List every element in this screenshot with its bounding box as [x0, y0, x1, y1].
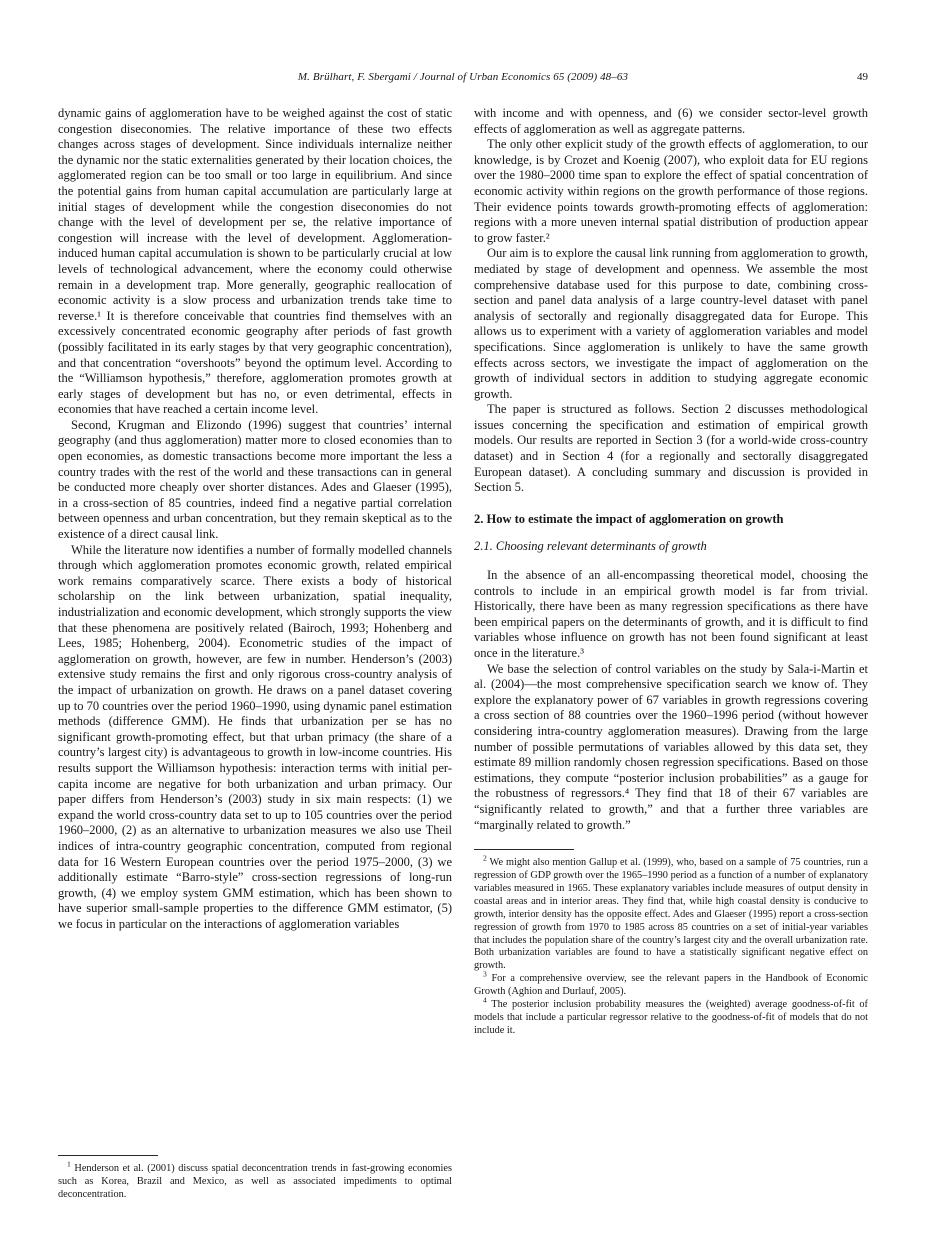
paragraph: The paper is structured as follows. Section 2 discusses methodological issues concerning the specification and estimation of empirical growth models. Our results are reported in Section 3 (for a world-wide cross-country dataset) and in Section 4 (for a regionally and sectorally disaggregated European dataset). A concluding summary and discussion is provided in Section 5. — [474, 402, 868, 495]
footnote-marker: 4 — [483, 995, 487, 1005]
paragraph: dynamic gains of agglomeration have to be weighed against the cost of static congestion diseconomies. The relative importance of these two effects changes across stages of development. Since individuals internalize neither the dynamic nor the static externalities generated by their location choices, the agglomerated region can be too small or too large in equilibrium. And since the potential gains from human capital accumulation are particularly large at initial stages of development while the congestion diseconomies do not change with the level of development per se, the relative importance of congestion will increase with the level of development. Agglomeration-induced human capital accumulation is shown to be particularly crucial at low levels of technological advancement, where the economy could otherwise remain in a development trap. More generally, geographic reallocation of economic activity is a slow process and urbanization trends take time to reverse.¹ It is therefore conceivable that countries find themselves with an excessively concentrated economic geography after periods of fast growth (possibly facilitated in its early stages by that very geographic concentration), and that concentration “overshoots” beyond the optimum level. According to the “Williamson hypothesis,” therefore, agglomeration promotes growth at early stages of development but has no, or even detrimental, effects in economies that have reached a certain income level. — [58, 106, 452, 417]
footnote — [474, 995, 868, 1038]
footnote-separator — [58, 1155, 158, 1156]
journal-citation: M. Brülhart, F. Sbergami / Journal of Urban Economics 65 (2009) 48–63 — [297, 71, 629, 83]
footnote — [474, 969, 868, 999]
footnote — [474, 853, 868, 973]
paragraph: The only other explicit study of the growth effects of agglomeration, to our knowledge, is by Crozet and Koenig (2007), who exploit data for EU regions over the 1980–2000 time span to explore the effect of spatial concentration of economic activity within regions on the growth performance of those regions. Their evidence points towards growth-promoting effects of agglomeration: regions with a more uneven internal spatial distribution of production appear to grow faster.² — [474, 137, 868, 245]
running-head — [58, 71, 868, 87]
paragraph: with income and with openness, and (6) we consider sector-level growth effects of agglomeration as well as aggregate patterns. — [474, 106, 868, 136]
paragraph: Second, Krugman and Elizondo (1996) suggest that countries’ internal geography (and thus agglomeration) matter more to closed economies than to open economies, as domestic transactions become more important the less a country trades with the rest of the world and these transactions can in general be conducted more cheaply over shorter distances. Ades and Glaeser (1995), in a cross-section of 85 countries, indeed find a negative partial correlation between openness and urban concentration, but they remain skeptical as to the existence of a direct causal link. — [58, 417, 452, 542]
subsection-heading: 2.1. Choosing relevant determinants of growth — [474, 539, 707, 554]
footnotes — [58, 1155, 452, 1202]
footnote-marker: 1 — [67, 1159, 71, 1169]
footnote-marker: 2 — [483, 853, 487, 863]
paragraph: Our aim is to explore the causal link running from agglomeration to growth, mediated by stage of development and openness. We assemble the most comprehensive database used for this purpose to date, combining cross-section and panel data analysis of a large country-level dataset with panel analysis of sectorally and regionally disaggregated data for Europe. This allows us to experiment with a variety of agglomeration variables and model specifications. Since agglomeration is unlikely to have the same growth effects across sectors, we investigate the impact of agglomeration on the growth of individual sectors in addition to studying aggregate economic growth. — [474, 246, 868, 401]
footnote-text: Henderson et al. (2001) discuss spatial deconcentration trends in fast-growing economies such as Korea, Brazil and Mexico, as well as associated impediments to optimal deconcentration. — [58, 1163, 452, 1201]
section-heading: 2. How to estimate the impact of agglomeration on growth — [474, 511, 784, 526]
right-column — [474, 106, 868, 1208]
paragraph: We base the selection of control variables on the study by Sala-i-Martin et al. (2004)—the most comprehensive specification search we know of. They explore the explanatory power of 67 variables in growth regressions covering a cross section of 88 countries over the 1960–1996 period (without however considering intra-country agglomeration measures). Drawing from the large number of possible permutations of variables allowed by this data set, they estimate 89 million randomly chosen regression specifications. Based on those estimations, they compute “posterior inclusion probabilities” as a gauge for the robustness of regressors.⁴ They find that 18 of their 67 variables are “significantly related to growth,” and that a further three variables are “marginally related to growth.” — [474, 661, 868, 832]
left-column — [58, 106, 452, 1208]
footnotes — [474, 849, 868, 1038]
footnote-text: For a comprehensive overview, see the relevant papers in the Handbook of Economic Growth (Aghion and Durlauf, 2005). — [474, 973, 868, 998]
page-number: 49 — [857, 71, 868, 83]
footnote-marker: 3 — [483, 969, 487, 979]
footnote — [58, 1159, 452, 1202]
footnote-text: The posterior inclusion probability measures the (weighted) average goodness-of-fit of models that include a particular regressor relative to the goodness-of-fit of models that do not include it. — [474, 999, 868, 1036]
footnote-separator — [474, 849, 574, 850]
paragraph: In the absence of an all-encompassing theoretical model, choosing the controls to include in an empirical growth model is far from trivial. Historically, there have been as many regression specifications as there have been empirical papers on the determinants of growth, and it is difficult to find variables whose influence on growth has not been found significant at least once in the literature.³ — [474, 568, 868, 660]
footnote-text: We might also mention Gallup et al. (1999), who, based on a sample of 75 countries, run a regression of GDP growth over the 1965–1990 period as a function of a number of explanatory variables measured in 1965. These explanatory variables include measures of output density in coastal areas and in interior areas. They find that, while high coastal density is conducive to growth, interior density has the opposite effect. Ades and Glaeser (1995) report a cross-section regression of growth from 1970 to 1985 across 85 countries on a set of initial-year variables that includes the population share of the country’s largest city and the overall urbanization rate. Both urbanization variables are found to have a statistically significant negative effect on growth. — [474, 857, 868, 972]
paragraph: While the literature now identifies a number of formally modelled channels through which agglomeration promotes economic growth, related empirical work remains comparatively scarce. There exists a body of historical scholarship on the link between urbanization, spatial inequality, industrialization and economic development, which strongly supports the view that these phenomena are positively related (Bairoch, 1993; Hohenberg and Lees, 1985; Hohenberg, 2004). Econometric studies of the impact of agglomeration on growth, however, are few in number. Henderson’s (2003) extensive study remains the first and only rigorous cross-country analysis of the impact of urbanization on growth. He draws on a panel dataset covering up to 70 countries over the period 1960–1990, using dynamic panel estimation methods (difference GMM). He finds that urbanization per se has no significant growth-promoting effect, but that urban primacy (the share of a country’s largest city) is advantageous to growth in low-income countries. His results support the Williamson hypothesis: interaction terms with initial per-capita income are negative for both urbanization and urban primacy. Our paper differs from Henderson’s (2003) study in six main respects: (1) we expand the world cross-country data set to up to 105 countries over the period 1960–2000, (2) as an alternative to urbanization measures we also use Theil indices of intra-country geographic concentration, computed from regional data for 16 Western European countries over the period 1975–2000, (3) we additionally estimate “Barro-style” cross-section regressions of long-run growth, (4) we employ system GMM estimation, which has been shown to have superior small-sample properties to the difference GMM estimator, (5) we focus in particular on the interactions of agglomeration variables — [58, 542, 452, 931]
